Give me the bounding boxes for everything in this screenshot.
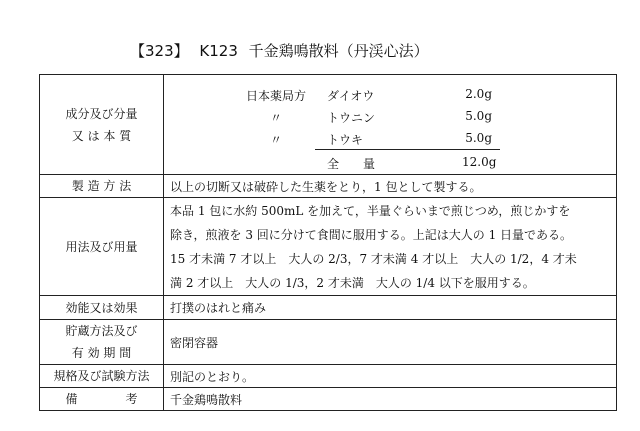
ingredients-row xyxy=(40,75,617,175)
ingredients-content xyxy=(164,75,617,175)
usage-line: 除き，煎液を 3 回に分けて食間に服用する。上記は大人の 1 日量である。 xyxy=(170,227,573,242)
usage-label: 用法及び用量 xyxy=(40,198,164,296)
method-row xyxy=(40,175,617,198)
ingredient-source: 日本薬局方 xyxy=(245,88,306,103)
remarks-row xyxy=(40,388,617,411)
standards-row xyxy=(40,365,617,388)
total-label: 全 量 xyxy=(327,156,376,171)
storage-row xyxy=(40,320,617,365)
remarks-label: 備 考 xyxy=(40,388,164,411)
ingredients-label-line1: 成分及び分量 xyxy=(65,106,138,121)
ingredient-amount: 5.0g xyxy=(465,108,492,123)
total-amount: 12.0g xyxy=(462,154,497,169)
ingredient-source: 〃 xyxy=(269,132,282,147)
title-name: 千金鶏鳴散料（丹渓心法） xyxy=(248,42,429,60)
effects-label: 効能又は効果 xyxy=(40,296,164,320)
ingredient-row xyxy=(170,131,610,151)
method-text: 以上の切断又は破砕した生薬をとり，1 包として製する。 xyxy=(164,175,617,198)
method-label: 製 造 方 法 xyxy=(40,175,164,198)
ingredient-amount: 5.0g xyxy=(465,130,492,145)
total-divider xyxy=(315,149,500,150)
total-row xyxy=(170,155,610,175)
usage-line: 本品 1 包に水約 500mL を加えて，半量ぐらいまで煎じつめ，煎じかすを xyxy=(170,203,571,218)
effects-row xyxy=(40,296,617,320)
storage-label-line1: 貯蔵方法及び xyxy=(65,324,138,338)
usage-line: 15 才未満 7 才以上 大人の 2/3，7 才未満 4 才以上 大人の 1/2，4 才未 xyxy=(170,251,577,266)
ingredient-amount: 2.0g xyxy=(465,86,492,101)
ingredient-name: トウニン xyxy=(327,110,376,125)
storage-label-line2: 有 効 期 間 xyxy=(71,346,132,360)
ingredients-label xyxy=(40,75,164,175)
ingredient-row xyxy=(170,87,610,107)
effects-text: 打撲のはれと痛み xyxy=(164,296,617,320)
usage-line: 満 2 才以上 大人の 1/3，2 才未満 大人の 1/4 以下を服用する。 xyxy=(170,275,535,290)
title-code: K123 xyxy=(199,42,238,60)
ingredient-name: ダイオウ xyxy=(327,88,375,103)
storage-text: 密閉容器 xyxy=(164,320,617,365)
title-number: 【323】 xyxy=(130,42,189,60)
formula-table xyxy=(39,74,617,411)
ingredients-grid xyxy=(170,81,610,169)
ingredient-row xyxy=(170,109,610,129)
ingredient-name: トウキ xyxy=(327,132,364,147)
standards-label: 規格及び試験方法 xyxy=(40,365,164,388)
ingredients-label-line2: 又 は 本 質 xyxy=(71,128,132,143)
usage-row xyxy=(40,198,617,296)
remarks-text: 千金鶏鳴散料 xyxy=(164,388,617,411)
usage-content xyxy=(164,198,617,296)
storage-label xyxy=(40,320,164,365)
page-title xyxy=(130,40,435,61)
standards-text: 別記のとおり。 xyxy=(164,365,617,388)
ingredient-source: 〃 xyxy=(269,110,282,125)
